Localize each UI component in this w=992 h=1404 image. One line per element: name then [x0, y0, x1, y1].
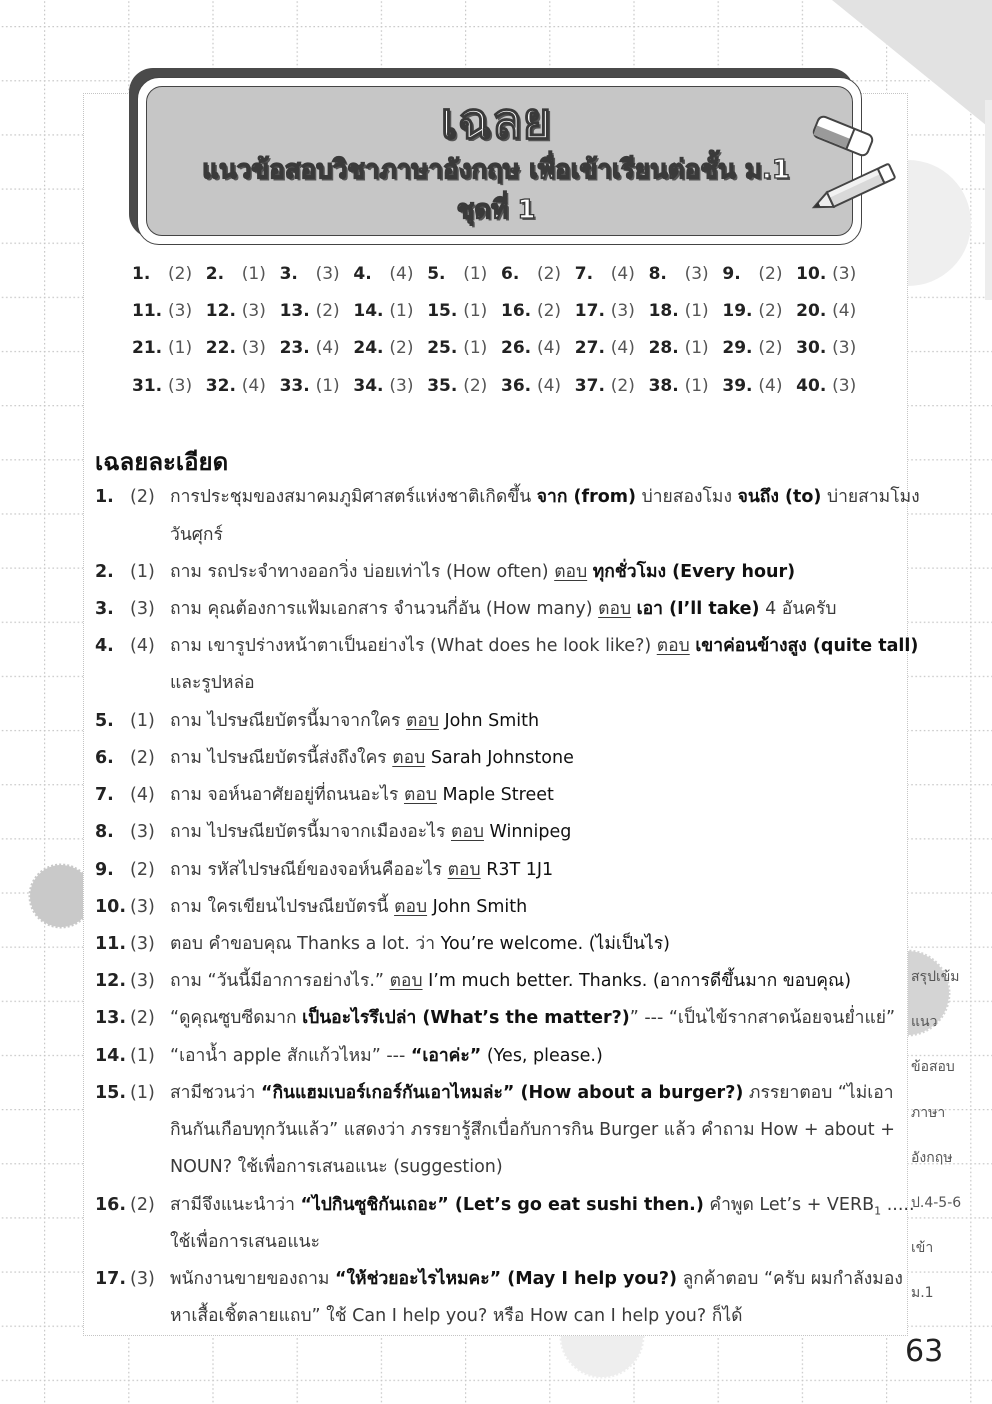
answer-key-cell: [353, 293, 427, 330]
question-number: 16.: [500, 301, 532, 322]
question-number: 8.: [95, 822, 114, 843]
question-number: 39.: [722, 375, 753, 396]
answer-choice: (2): [758, 338, 783, 359]
answer-explanation-item: [95, 703, 905, 740]
explanation-line: [170, 479, 920, 516]
question-number: 1.: [132, 264, 151, 284]
right-edge-strip-decoration: [985, 100, 992, 300]
sidebar-label: อังกฤษ: [911, 1149, 953, 1166]
question-number: 15.: [427, 301, 458, 322]
text-segment: ทุกชั่วโมง (Every hour): [592, 561, 796, 582]
answer-explanation-item: [95, 628, 919, 702]
question-number: 7.: [95, 785, 114, 806]
explanation-line: [170, 1112, 905, 1149]
question-number: 16.: [95, 1194, 127, 1215]
question-number: 34.: [353, 375, 384, 396]
text-segment: Sarah Johnstone: [430, 747, 574, 768]
answer-choice: (1): [168, 338, 193, 359]
question-number: 11.: [95, 934, 127, 955]
text-segment: การประชุมของสมาคมภูมิศาสตร์แห่งชาติเกิดขึ้น: [170, 487, 537, 508]
answer-explanation-item: [95, 740, 905, 777]
answer-choice: (4): [610, 338, 635, 359]
answer-choice: (2): [130, 859, 155, 880]
text-segment: กินกันเกือบทุกวันแล้ว” แสดงว่า ภรรยารู้สึกเบื่อกับการกิน Burger แล้ว คำถาม How + about +: [170, 1120, 895, 1141]
text-segment: Maple Street: [442, 785, 554, 806]
answer-key-row: [132, 330, 870, 367]
question-number: 10.: [796, 264, 827, 284]
answer-choice: (1): [684, 338, 709, 359]
answer-key-cell: [796, 293, 870, 330]
eraser-icon: [806, 112, 880, 160]
text-segment: ตอบ: [598, 599, 632, 620]
text-segment: ตอบ: [392, 747, 426, 768]
sidebar-label: เข้า: [911, 1240, 934, 1257]
answer-choice: (2): [130, 487, 155, 508]
question-number: 3.: [279, 264, 298, 284]
text-segment: NOUN? ใช้เพื่อการเสนอแนะ (suggestion): [170, 1157, 503, 1178]
answer-key-cell: [575, 256, 649, 293]
page-title: เฉลย: [440, 92, 552, 150]
text-segment: “ให้ช่วยอะไรไหมคะ” (May I help you?): [335, 1268, 678, 1289]
answer-choice: (3): [168, 301, 193, 322]
answer-key-cell: [427, 330, 501, 367]
text-segment: R3T 1J1: [486, 859, 554, 880]
answer-choice: (1): [684, 375, 709, 396]
sidebar-label: แนว: [911, 1014, 938, 1031]
text-segment: วันศุกร์: [170, 524, 223, 545]
answer-key-cell: [575, 368, 649, 405]
answer-key-cell: [722, 330, 796, 367]
text-segment: ตอบ คำขอบคุณ Thanks a lot. ว่า: [170, 934, 441, 955]
question-number: 17.: [574, 301, 605, 322]
text-segment: สามีชวนว่า: [170, 1082, 261, 1103]
question-number: 23.: [279, 338, 310, 359]
answer-key-cell: [722, 368, 796, 405]
answer-choice: (2): [758, 264, 783, 284]
question-number: 7.: [574, 264, 594, 284]
question-number: 17.: [95, 1268, 127, 1289]
answer-choice: (3): [832, 338, 857, 359]
answer-explanation-item: [95, 591, 905, 628]
text-segment: ถาม “วันนี้มีอาการอย่างไร.”: [170, 971, 390, 992]
explanation-line: [170, 517, 905, 554]
answer-key-cell: [280, 256, 354, 293]
answer-explanation-item: [95, 814, 905, 851]
explanation-line: [170, 628, 919, 665]
answer-explanation-item: [95, 963, 905, 1000]
answer-choice: (2): [463, 375, 488, 396]
text-segment: ภรรยาตอบ “ไม่เอา: [743, 1082, 894, 1103]
answer-choice: (4): [536, 375, 562, 396]
answer-choice: (1): [463, 264, 488, 284]
answer-choice: (2): [536, 264, 562, 284]
text-segment: ตอบ: [450, 822, 484, 843]
explanation-line: [170, 814, 905, 851]
question-number: 20.: [796, 301, 827, 322]
question-number: 1.: [95, 487, 114, 508]
pencil-icon: [806, 162, 900, 216]
answer-key-cell: [501, 368, 575, 405]
question-number: 2.: [205, 264, 225, 284]
question-number: 14.: [95, 1045, 127, 1066]
question-number: 18.: [648, 301, 679, 322]
question-number: 38.: [648, 375, 679, 396]
answer-choice: (2): [536, 301, 562, 322]
answer-key-cell: [649, 368, 723, 405]
question-number: 28.: [648, 338, 679, 359]
text-segment: 4 อันครับ: [759, 599, 837, 620]
text-segment: ตอบ: [554, 561, 588, 582]
text-segment: ถาม ไปรษณียบัตรนี้มาจากใคร: [170, 710, 406, 731]
explanation-line: [170, 1038, 905, 1075]
text-segment: ถาม เขารูปร่างหน้าตาเป็นอย่างไร (What does he look like?): [170, 636, 657, 657]
question-number: 22.: [205, 338, 236, 359]
answer-key-cell: [649, 256, 723, 293]
answer-key-cell: [575, 293, 649, 330]
text-segment: หาเสื้อเชิ้ตลายแถบ” ใช้ Can I help you? หรือ How can I help you? ก็ได้: [170, 1306, 743, 1327]
question-number: 3.: [95, 599, 114, 620]
text-segment: จาก (from): [536, 487, 637, 508]
question-number: 33.: [279, 375, 310, 396]
answer-choice: (2): [130, 1194, 155, 1215]
text-segment: ถาม ไปรษณียบัตรนี้มาจากเมืองอะไร: [170, 822, 451, 843]
answer-choice: (4): [758, 375, 783, 396]
answer-explanation-item: [95, 926, 905, 963]
answer-key-cell: [132, 368, 206, 405]
answer-key-cell: [132, 293, 206, 330]
answer-key-row: [132, 256, 870, 293]
question-number: 29.: [722, 338, 753, 359]
answer-key-cell: [353, 330, 427, 367]
answer-explanation-item: [95, 777, 905, 814]
answer-choice: (2): [315, 301, 340, 322]
question-number: 5.: [95, 710, 114, 731]
text-segment: สามีจึงแนะนำว่า: [170, 1194, 301, 1215]
answer-explanation-item: [95, 1261, 905, 1335]
question-number: 19.: [722, 301, 753, 322]
question-number: 6.: [500, 264, 520, 284]
answer-choice: (4): [241, 375, 266, 396]
text-segment: ใช้เพื่อการเสนอแนะ: [170, 1231, 321, 1252]
text-segment: คำพูด Let’s + VERB: [703, 1194, 875, 1215]
explanation-line: [170, 889, 905, 926]
answer-key-cell: [353, 256, 427, 293]
answer-choice: (3): [832, 264, 857, 284]
text-segment: เขาค่อนข้างสูง (quite tall): [695, 636, 919, 657]
text-segment: Winnipeg: [489, 822, 572, 843]
answer-choice: (2): [168, 264, 193, 284]
question-number: 35.: [427, 375, 458, 396]
question-number: 11.: [132, 301, 163, 322]
question-number: 30.: [796, 338, 827, 359]
answer-key-cell: [427, 256, 501, 293]
answer-choice: (1): [130, 1082, 155, 1103]
answer-explanation-item: [95, 1075, 905, 1187]
answer-explanation-item: [95, 1038, 905, 1075]
answer-key-cell: [132, 330, 206, 367]
sidebar-label: ข้อสอบ: [911, 1059, 955, 1076]
explanation-line: [170, 591, 905, 628]
sidebar-label: สรุปเข้ม: [911, 969, 960, 985]
question-number: 36.: [500, 375, 532, 396]
answer-key-cell: [280, 368, 354, 405]
text-segment: ถาม คุณต้องการแฟ้มเอกสาร จำนวนกี่อัน (How many): [170, 599, 599, 620]
answer-key-cell: [722, 293, 796, 330]
explanation-line: [170, 1149, 905, 1186]
answer-choice: (2): [130, 1008, 155, 1029]
detailed-answers-list: [95, 479, 920, 1335]
answer-key-cell: [649, 293, 723, 330]
question-number: 15.: [95, 1082, 127, 1103]
answer-key-cell: [501, 256, 575, 293]
text-segment: ” --- “เป็นไข้รากสาดน้อยจนย่ำแย่”: [629, 1008, 896, 1029]
answer-choice: (3): [130, 822, 155, 843]
answer-key-cell: [649, 330, 723, 367]
explanation-line: [170, 926, 905, 963]
text-segment: “ดูคุณซูบซีดมาก: [170, 1008, 303, 1029]
answer-choice: (3): [389, 375, 414, 396]
answer-choice: (3): [130, 1268, 155, 1289]
answer-choice: (3): [241, 301, 266, 322]
question-number: 5.: [427, 264, 446, 284]
explanation-line: [170, 777, 905, 814]
answer-key-cell: [575, 330, 649, 367]
answer-key-cell: [501, 330, 575, 367]
text-segment: John Smith: [432, 896, 528, 917]
question-number: 31.: [132, 375, 163, 396]
answer-key-row: [132, 293, 870, 330]
question-number: 6.: [95, 747, 114, 768]
answer-key-cell: [722, 256, 796, 293]
answer-key-cell: [501, 293, 575, 330]
explanation-line: [170, 852, 905, 889]
question-number: 37.: [574, 375, 605, 396]
explanation-line: [170, 1261, 905, 1298]
text-segment: ถาม รหัสไปรษณีย์ของจอห์นคืออะไร: [170, 859, 448, 880]
answer-choice: (4): [610, 264, 635, 284]
question-number: 4.: [353, 264, 372, 284]
question-number: 9.: [722, 264, 741, 284]
answer-key-cell: [206, 293, 280, 330]
page-number: 63: [905, 1334, 944, 1369]
explanation-line: [170, 1187, 915, 1224]
question-number: 13.: [279, 301, 310, 322]
answer-key-cell: [427, 293, 501, 330]
sidebar-label: ภาษา: [911, 1104, 946, 1121]
text-segment: You’re welcome. (ไม่เป็นไร): [440, 934, 670, 955]
answer-key-cell: [206, 330, 280, 367]
question-number: 24.: [353, 338, 384, 359]
text-segment: “เอาน้ำ apple สักแก้วไหม” ---: [170, 1045, 411, 1066]
text-segment: “เอาค่ะ”: [410, 1045, 482, 1066]
text-segment: และรูปหล่อ: [170, 673, 255, 694]
text-segment: ตอบ: [403, 785, 437, 806]
answer-choice: (2): [610, 375, 635, 396]
text-segment: เอา (I’ll take): [636, 599, 760, 620]
answer-choice: (4): [130, 636, 155, 657]
question-number: 2.: [95, 561, 114, 582]
text-segment: John Smith: [444, 710, 540, 731]
text-segment: ถาม ใครเขียนไปรษณียบัตรนี้: [170, 896, 395, 917]
answer-explanation-item: [95, 889, 905, 926]
text-segment: ถาม ไปรษณียบัตรนี้ส่งถึงใคร: [170, 747, 393, 768]
answer-choice: (4): [536, 338, 562, 359]
answer-key-cell: [427, 368, 501, 405]
answer-choice: (1): [389, 301, 414, 322]
answer-explanation-item: [95, 554, 905, 591]
sidebar-book-title: [911, 955, 961, 1317]
answer-choice: (3): [130, 896, 155, 917]
text-segment: 1: [874, 1204, 882, 1218]
text-segment: “ไปกินซูชิกันเถอะ” (Let’s go eat sushi then.): [300, 1194, 704, 1215]
answer-key-cell: [206, 256, 280, 293]
sidebar-label: ม.1: [911, 1285, 934, 1302]
question-number: 8.: [648, 264, 667, 284]
answer-explanation-item: [95, 852, 905, 889]
answer-choice: (1): [130, 710, 155, 731]
answer-choice: (1): [463, 301, 488, 322]
question-number: 13.: [95, 1008, 127, 1029]
text-segment: (Yes, please.): [481, 1045, 603, 1066]
text-segment: ตอบ: [447, 859, 481, 880]
question-number: 4.: [95, 636, 114, 657]
question-number: 9.: [95, 859, 114, 880]
answer-key-cell: [796, 330, 870, 367]
explanation-line: [170, 1298, 905, 1335]
answer-key-cell: [206, 368, 280, 405]
question-number: 26.: [500, 338, 532, 359]
answer-choice: (2): [758, 301, 783, 322]
text-segment: ถาม รถประจำทางออกวิ่ง บ่อยเท่าไร (How often): [170, 561, 555, 582]
explanation-line: [170, 665, 905, 702]
text-segment: เป็นอะไรรึเปล่า (What’s the matter?): [302, 1008, 630, 1029]
answer-key-cell: [280, 330, 354, 367]
sidebar-label: ป.4-5-6: [911, 1194, 962, 1211]
text-segment: .....: [881, 1194, 915, 1215]
explanation-line: [170, 740, 905, 777]
question-number: 32.: [205, 375, 236, 396]
question-number: 14.: [353, 301, 384, 322]
answer-set-label: ชุดที่ 1: [456, 195, 536, 225]
answer-key-grid: [132, 256, 870, 405]
text-segment: I’m much better. Thanks. (อาการดีขึ้นมาก ขอบคุณ): [428, 971, 852, 992]
question-number: 27.: [574, 338, 605, 359]
answer-choice: (1): [684, 301, 709, 322]
answer-key-cell: [796, 256, 870, 293]
explanation-line: [170, 1000, 905, 1037]
answer-key-cell: [280, 293, 354, 330]
answer-choice: (2): [389, 338, 414, 359]
answer-choice: (4): [389, 264, 414, 284]
answer-choice: (1): [130, 1045, 155, 1066]
answer-choice: (3): [315, 264, 340, 284]
answer-choice: (3): [130, 599, 155, 620]
question-number: 40.: [796, 375, 827, 396]
answer-choice: (1): [315, 375, 340, 396]
answer-choice: (3): [610, 301, 635, 322]
answer-explanation-item: [95, 479, 920, 553]
answer-choice: (1): [130, 561, 155, 582]
question-number: 21.: [132, 338, 163, 359]
explanation-line: [170, 963, 905, 1000]
detailed-answers-heading: เฉลยละเอียด: [95, 448, 229, 476]
question-number: 12.: [95, 971, 127, 992]
text-segment: “กินแฮมเบอร์เกอร์กันเอาไหมล่ะ” (How about a burger?): [260, 1082, 744, 1103]
answer-key-row: [132, 368, 870, 405]
answer-choice: (4): [832, 301, 857, 322]
page-subtitle: แนวข้อสอบวิชาภาษาอังกฤษ เพื่อเข้าเรียนต่อชั้น ม.1: [202, 155, 790, 185]
text-segment: ลูกค้าตอบ “ครับ ผมกำลังมอง: [677, 1268, 903, 1289]
answer-choice: (4): [315, 338, 340, 359]
explanation-line: [170, 1224, 905, 1261]
text-segment: บ่ายสองโมง: [636, 487, 738, 508]
answer-choice: (3): [241, 338, 266, 359]
text-segment: ตอบ: [405, 710, 439, 731]
text-segment: ถาม จอห์นอาศัยอยู่ที่ถนนอะไร: [170, 785, 404, 806]
answer-choice: (3): [130, 934, 155, 955]
question-number: 12.: [205, 301, 236, 322]
answer-choice: (3): [130, 971, 155, 992]
answer-key-cell: [132, 256, 206, 293]
question-number: 10.: [95, 896, 127, 917]
text-segment: ตอบ: [389, 971, 423, 992]
text-segment: พนักงานขายของถาม: [170, 1268, 336, 1289]
answer-explanation-item: [95, 1187, 915, 1261]
explanation-line: [170, 1075, 905, 1112]
question-number: 25.: [427, 338, 458, 359]
text-segment: บ่ายสามโมง: [821, 487, 920, 508]
answer-choice: (2): [130, 747, 155, 768]
text-segment: ตอบ: [394, 896, 428, 917]
answer-choice: (3): [832, 375, 857, 396]
explanation-line: [170, 554, 905, 591]
answer-choice: (3): [168, 375, 193, 396]
answer-choice: (1): [241, 264, 266, 284]
explanation-line: [170, 703, 905, 740]
text-segment: ตอบ: [656, 636, 690, 657]
answer-choice: (3): [684, 264, 709, 284]
answer-choice: (4): [130, 785, 155, 806]
answer-key-cell: [353, 368, 427, 405]
answer-key-cell: [796, 368, 870, 405]
answer-choice: (1): [463, 338, 488, 359]
text-segment: จนถึง (to): [737, 487, 822, 508]
answer-explanation-item: [95, 1000, 905, 1037]
